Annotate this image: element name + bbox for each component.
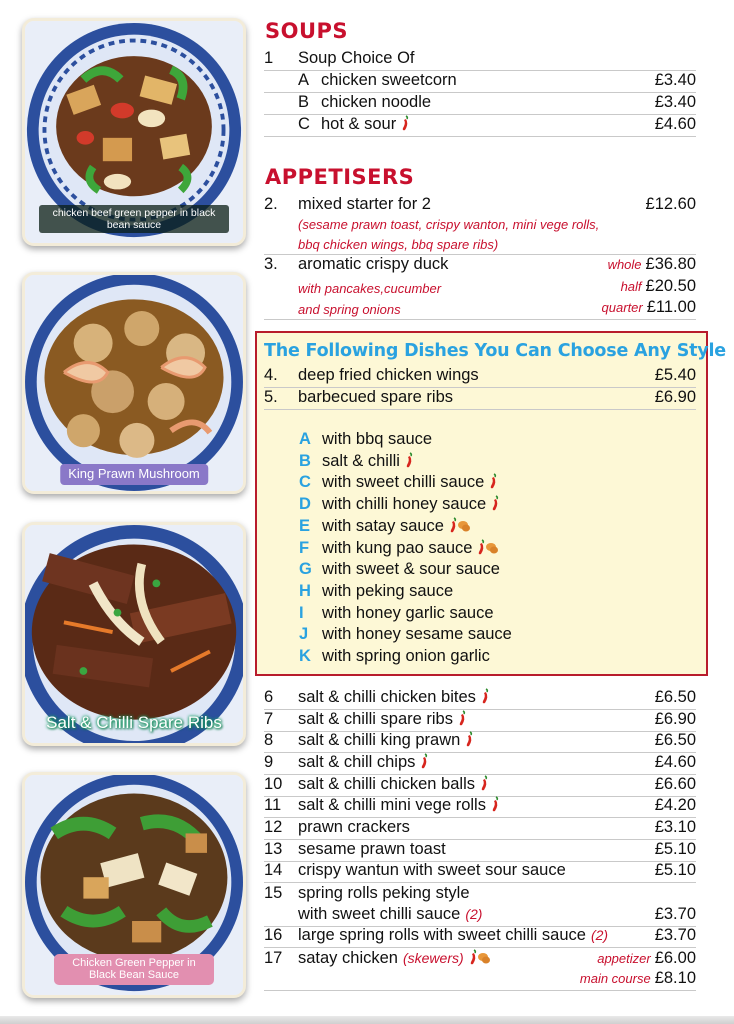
style-option-text: with bbq sauce bbox=[322, 430, 433, 448]
price-value: £6.60 bbox=[654, 774, 696, 793]
option-letter: C bbox=[298, 115, 310, 133]
chilli-icon bbox=[464, 731, 474, 747]
price-value: £8.10 bbox=[654, 969, 696, 988]
menu-row bbox=[264, 840, 696, 862]
item-number: 14 bbox=[264, 861, 283, 880]
chilli-icon bbox=[419, 753, 429, 769]
photo-caption: Chicken Green Pepper in Black Bean Sauce bbox=[54, 954, 214, 985]
item-price bbox=[580, 969, 696, 988]
item-note: (sesame prawn toast, crispy wanton, mini vege rolls, bbox=[298, 217, 600, 232]
item-name: deep fried chicken wings bbox=[298, 366, 479, 384]
item-number: 9 bbox=[264, 752, 274, 771]
menu-row bbox=[264, 818, 696, 840]
style-option-letter: E bbox=[299, 516, 311, 535]
chilli-icon bbox=[480, 688, 490, 704]
chilli-icon bbox=[404, 452, 414, 468]
menu-note-row bbox=[264, 216, 696, 234]
size-price: £11.00 bbox=[646, 298, 696, 316]
option-name-text: chicken noodle bbox=[321, 93, 432, 111]
item-name bbox=[298, 926, 608, 945]
item-price bbox=[655, 753, 696, 772]
style-option-text: with spring onion garlic bbox=[322, 647, 490, 665]
item-note: and spring onions bbox=[298, 302, 401, 317]
item-name-text: salt & chilli mini vege rolls bbox=[298, 796, 486, 815]
menu-row bbox=[264, 49, 696, 71]
item-number: 16 bbox=[264, 926, 283, 945]
chilli-icon bbox=[488, 473, 498, 489]
item-price bbox=[608, 255, 696, 274]
item-name-text: spring rolls peking style bbox=[298, 883, 470, 902]
item-name bbox=[298, 753, 429, 772]
soup-option-row bbox=[264, 115, 696, 137]
item-price bbox=[655, 688, 696, 707]
item-name bbox=[298, 710, 467, 729]
price-value: £5.10 bbox=[654, 839, 696, 858]
style-option-name bbox=[322, 647, 490, 666]
item-price: £12.60 bbox=[645, 195, 696, 213]
item-number: 4. bbox=[264, 366, 278, 384]
style-option-name bbox=[322, 539, 498, 558]
menu-row bbox=[264, 775, 696, 797]
item-number: 2. bbox=[264, 195, 278, 213]
item-number: 15 bbox=[264, 883, 283, 902]
option-price: £4.60 bbox=[654, 115, 696, 133]
dish-photo-image bbox=[25, 525, 243, 743]
style-option-text: with peking sauce bbox=[322, 581, 454, 600]
option-price: £3.40 bbox=[654, 71, 696, 89]
item-price bbox=[655, 731, 696, 750]
price-value: £6.50 bbox=[654, 731, 696, 750]
menu-row bbox=[264, 731, 696, 753]
item-name: Soup Choice Of bbox=[298, 49, 415, 67]
menu-row bbox=[264, 969, 696, 991]
photo-caption: King Prawn Mushroom bbox=[60, 464, 208, 485]
item-name: barbecued spare ribs bbox=[298, 388, 454, 406]
menu-row bbox=[264, 926, 696, 948]
item-price bbox=[655, 905, 696, 924]
page-bottom-edge bbox=[0, 1016, 734, 1024]
item-number: 10 bbox=[264, 774, 283, 793]
item-number: 12 bbox=[264, 817, 283, 836]
option-name-text: hot & sour bbox=[321, 115, 397, 133]
item-name-text: salt & chilli spare ribs bbox=[298, 709, 453, 728]
menu-row bbox=[264, 688, 696, 710]
style-option-text: with sweet & sour sauce bbox=[322, 560, 500, 579]
style-option-letter: I bbox=[299, 603, 304, 622]
item-note: with pancakes,cucumber bbox=[298, 281, 442, 296]
chilli-peanut-icon bbox=[448, 517, 470, 533]
chilli-peanut-icon bbox=[476, 539, 498, 555]
chilli-peanut-icon bbox=[468, 949, 490, 965]
dish-photo-chicken-green-pepper bbox=[22, 772, 246, 998]
soup-option-row bbox=[264, 93, 696, 115]
size-price: £20.50 bbox=[645, 277, 696, 295]
style-option-letter: H bbox=[299, 581, 311, 600]
menu-row bbox=[264, 948, 696, 970]
item-name-text: sesame prawn toast bbox=[298, 839, 446, 858]
style-option-name bbox=[322, 604, 494, 623]
price-value: £3.70 bbox=[654, 926, 696, 945]
section-heading-appetisers: APPETISERS bbox=[265, 165, 415, 189]
item-name-text: prawn crackers bbox=[298, 817, 410, 836]
style-option-letter: C bbox=[299, 473, 311, 492]
item-name bbox=[298, 688, 490, 707]
menu-row bbox=[264, 753, 696, 775]
price-value: £4.20 bbox=[654, 796, 696, 815]
option-price: £3.40 bbox=[654, 93, 696, 111]
chilli-icon bbox=[400, 115, 410, 131]
menu-row bbox=[264, 796, 696, 818]
style-option-letter: K bbox=[299, 647, 311, 665]
style-option-name bbox=[322, 625, 512, 644]
style-option-text: with chilli honey sauce bbox=[322, 495, 487, 514]
item-number: 8 bbox=[264, 731, 274, 750]
item-name bbox=[298, 861, 566, 880]
chilli-icon bbox=[490, 495, 500, 511]
option-letter: B bbox=[298, 93, 310, 111]
style-option-text: with honey sesame sauce bbox=[322, 625, 512, 644]
item-name bbox=[298, 840, 446, 859]
option-name bbox=[321, 71, 457, 90]
item-number: 7 bbox=[264, 709, 274, 728]
style-option-name bbox=[322, 582, 453, 601]
item-number: 6 bbox=[264, 688, 274, 706]
item-name bbox=[298, 818, 410, 837]
item-name bbox=[298, 731, 474, 750]
item-name-text: satay chicken bbox=[298, 948, 398, 967]
item-name: aromatic crispy duck bbox=[298, 255, 449, 273]
size-label: whole bbox=[607, 257, 642, 272]
menu-row bbox=[264, 861, 696, 883]
style-option-letter: G bbox=[299, 560, 312, 579]
style-option-name bbox=[322, 495, 500, 514]
price-value: £6.50 bbox=[654, 688, 696, 706]
style-option-name bbox=[322, 452, 414, 471]
style-option-letter: J bbox=[299, 625, 309, 644]
menu-row bbox=[264, 388, 696, 410]
item-name-text: with sweet chilli sauce bbox=[298, 904, 461, 923]
item-quantity: (2) bbox=[590, 927, 609, 944]
dish-photo-beef-pepper bbox=[22, 18, 246, 246]
item-number: 13 bbox=[264, 839, 283, 858]
photo-caption: chicken beef green pepper in black bean sauce bbox=[39, 205, 229, 233]
dish-photo-image bbox=[25, 275, 243, 491]
menu-row bbox=[264, 710, 696, 732]
item-name-text: salt & chill chips bbox=[298, 752, 416, 771]
size-label: main course bbox=[579, 971, 651, 987]
price-value: £3.10 bbox=[654, 817, 696, 836]
option-letter: A bbox=[298, 71, 310, 89]
price-value: £6.00 bbox=[654, 948, 696, 967]
item-price bbox=[655, 926, 696, 945]
chilli-icon bbox=[490, 796, 500, 812]
item-name-text: salt & chilli chicken balls bbox=[298, 774, 475, 793]
item-price: £6.90 bbox=[654, 388, 696, 406]
chilli-icon bbox=[457, 710, 467, 726]
style-choice-title: The Following Dishes You Can Choose Any Style bbox=[264, 341, 726, 361]
menu-row bbox=[264, 905, 696, 927]
item-name bbox=[298, 884, 470, 903]
size-label: appetizer bbox=[597, 950, 651, 966]
style-option-letter: F bbox=[299, 538, 310, 557]
menu-row bbox=[264, 276, 696, 298]
style-option-letter: A bbox=[299, 430, 311, 448]
size-label: half bbox=[620, 279, 642, 294]
style-option-letter: B bbox=[299, 451, 311, 470]
style-option-name bbox=[322, 560, 500, 579]
item-price bbox=[597, 949, 696, 968]
item-quantity: (skewers) bbox=[402, 949, 464, 966]
price-value: £3.70 bbox=[654, 904, 696, 923]
soup-option-row bbox=[264, 71, 696, 93]
style-option-name bbox=[322, 430, 432, 449]
price-value: £5.10 bbox=[654, 861, 696, 880]
menu-row bbox=[264, 883, 696, 905]
item-price bbox=[655, 818, 696, 837]
style-option-text: with honey garlic sauce bbox=[322, 603, 494, 622]
item-name-text: salt & chilli king prawn bbox=[298, 731, 461, 750]
price-value: £6.90 bbox=[654, 709, 696, 728]
item-name bbox=[298, 905, 482, 924]
item-quantity: (2) bbox=[465, 905, 483, 922]
style-option-text: with sweet chilli sauce bbox=[322, 473, 485, 492]
option-name bbox=[321, 115, 410, 134]
dish-photo-king-prawn-mushroom bbox=[22, 272, 246, 494]
style-option-name bbox=[322, 473, 498, 492]
item-name-text: large spring rolls with sweet chilli sauce bbox=[298, 926, 586, 945]
item-price bbox=[655, 861, 696, 880]
style-option-text: with kung pao sauce bbox=[322, 538, 473, 557]
option-name bbox=[321, 93, 431, 112]
item-price bbox=[621, 277, 696, 296]
item-price bbox=[655, 775, 696, 794]
style-option-name bbox=[322, 517, 470, 536]
item-name-text: crispy wantun with sweet sour sauce bbox=[298, 861, 566, 880]
photo-caption: Salt & Chilli Spare Ribs bbox=[46, 713, 222, 733]
item-number: 5. bbox=[264, 388, 278, 406]
chilli-icon bbox=[479, 775, 489, 791]
item-price bbox=[655, 796, 696, 815]
item-note: bbq chicken wings, bbq spare ribs) bbox=[298, 237, 499, 252]
item-number: 17 bbox=[264, 948, 283, 967]
price-value: £4.60 bbox=[654, 752, 696, 771]
dish-photo-salt-chilli-spare-ribs bbox=[22, 522, 246, 746]
menu-row bbox=[264, 254, 696, 276]
item-price bbox=[655, 710, 696, 729]
option-name-text: chicken sweetcorn bbox=[321, 71, 457, 89]
item-name bbox=[298, 796, 500, 815]
item-price: £5.40 bbox=[654, 366, 696, 384]
item-name bbox=[298, 775, 489, 794]
item-price bbox=[655, 840, 696, 859]
section-heading-soups: SOUPS bbox=[265, 19, 349, 43]
style-option-text: with satay sauce bbox=[322, 516, 444, 535]
style-option-text: salt & chilli bbox=[322, 451, 400, 470]
menu-row bbox=[264, 366, 696, 388]
menu-row bbox=[264, 194, 696, 216]
item-name-text: salt & chilli chicken bites bbox=[298, 688, 476, 706]
item-number: 1 bbox=[264, 49, 274, 67]
item-number: 11 bbox=[264, 796, 282, 815]
item-name bbox=[298, 949, 490, 968]
menu-note-row bbox=[264, 234, 696, 255]
size-price: £36.80 bbox=[645, 255, 696, 273]
size-label: quarter bbox=[601, 300, 643, 315]
style-option-letter: D bbox=[299, 495, 311, 514]
item-number: 3. bbox=[264, 255, 278, 273]
menu-row bbox=[264, 298, 696, 320]
item-price bbox=[602, 298, 696, 317]
item-name: mixed starter for 2 bbox=[298, 195, 431, 213]
